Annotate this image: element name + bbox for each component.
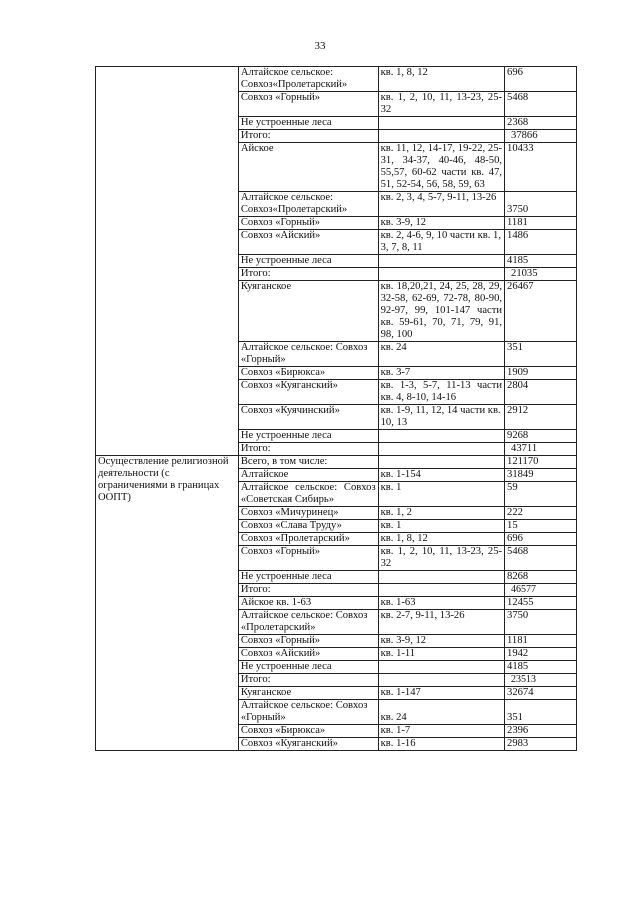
area-cell: 32674 (505, 687, 577, 700)
area-cell: 31849 (505, 469, 577, 482)
blocks-cell: кв. 2, 4-6, 9, 10 части кв. 1, 3, 7, 8, 11 (378, 230, 504, 255)
forestry-name: Совхоз «Айский» (238, 648, 378, 661)
blocks-cell: кв. 2, 3, 4, 5-7, 9-11, 13-26 (378, 192, 504, 217)
forestry-name: Алтайское сельское: Совхоз«Пролетарский» (238, 67, 378, 92)
forestry-name: Куяганское (238, 687, 378, 700)
blocks-cell: кв. 3-9, 12 (378, 217, 504, 230)
blocks-cell: кв. 1-154 (378, 469, 504, 482)
area-cell: 5468 (505, 546, 577, 571)
total-label: Итого: (238, 674, 378, 687)
area-cell: 26467 (505, 281, 577, 342)
grand-total-value: 121170 (505, 456, 577, 469)
forestry-name: Совхоз «Куяганский» (238, 738, 378, 751)
total-value: 46577 (505, 584, 577, 597)
blocks-cell: кв. 1-7 (378, 725, 504, 738)
forestry-name: Совхоз «Слава Труду» (238, 520, 378, 533)
forestry-name: Алтайское сельское: Совхоз «Горный» (238, 700, 378, 725)
area-cell: 696 (505, 533, 577, 546)
blocks-cell: кв. 1-16 (378, 738, 504, 751)
area-cell: 1942 (505, 648, 577, 661)
blocks-cell: кв. 24 (378, 342, 504, 367)
blocks-cell (378, 117, 504, 130)
area-cell: 1909 (505, 367, 577, 380)
blocks-cell (378, 661, 504, 674)
blocks-cell: кв. 1, 8, 12 (378, 533, 504, 546)
area-cell: 8268 (505, 571, 577, 584)
blocks-cell (378, 430, 504, 443)
blocks-cell (378, 255, 504, 268)
forestry-name: Совхоз «Айский» (238, 230, 378, 255)
forestry-name: Айское (238, 143, 378, 192)
forestry-name: Алтайское сельское: Совхоз «Советская Сибирь» (238, 482, 378, 507)
forestry-name: Айское кв. 1-63 (238, 597, 378, 610)
purpose-cell: Осуществление религиозной деятельности (с ограничениями в границах ООПТ) (96, 456, 239, 751)
blocks-cell: кв. 1-3, 5-7, 11-13 части кв. 4, 8-10, 14-16 (378, 380, 504, 405)
blocks-cell (378, 268, 504, 281)
area-cell: 351 (505, 700, 577, 725)
blocks-cell: кв. 24 (378, 700, 504, 725)
forestry-name: Совхоз «Горный» (238, 217, 378, 230)
area-cell: 2804 (505, 380, 577, 405)
area-cell: 9268 (505, 430, 577, 443)
area-cell: 59 (505, 482, 577, 507)
forestry-name: Алтайское (238, 469, 378, 482)
forestry-name: Не устроенные леса (238, 661, 378, 674)
purpose-cell-empty (96, 67, 239, 456)
area-cell: 2983 (505, 738, 577, 751)
forestry-name: Совхоз «Куячинский» (238, 405, 378, 430)
forestry-name: Алтайское сельское: Совхоз «Пролетарский» (238, 610, 378, 635)
page-number: 33 (314, 40, 326, 52)
grand-total-label: Всего, в том числе: (238, 456, 378, 469)
total-value: 21035 (505, 268, 577, 281)
forestry-name: Не устроенные леса (238, 430, 378, 443)
forestry-name: Не устроенные леса (238, 117, 378, 130)
total-label: Итого: (238, 584, 378, 597)
forestry-name: Совхоз «Горный» (238, 546, 378, 571)
area-cell: 1486 (505, 230, 577, 255)
area-cell: 696 (505, 67, 577, 92)
blocks-cell: кв. 3-9, 12 (378, 635, 504, 648)
blocks-cell: кв. 1-11 (378, 648, 504, 661)
forestry-name: Совхоз «Горный» (238, 635, 378, 648)
blocks-cell: кв. 1 (378, 482, 504, 507)
area-cell: 2396 (505, 725, 577, 738)
forestry-name: Куяганское (238, 281, 378, 342)
blocks-cell (378, 130, 504, 143)
total-value: 37866 (505, 130, 577, 143)
blocks-cell: кв. 18,20,21, 24, 25, 28, 29, 32-58, 62-69, 72-78, 80-90, 92-97, 99, 101-147 части кв. 59-61, 70, 71, 79, 91, 98, 100 (378, 281, 504, 342)
forestry-name: Алтайское сельское: Совхоз«Пролетарский» (238, 192, 378, 217)
area-cell: 2368 (505, 117, 577, 130)
forestry-name: Совхоз «Горный» (238, 92, 378, 117)
area-cell: 5468 (505, 92, 577, 117)
forestry-name: Не устроенные леса (238, 255, 378, 268)
blocks-cell: кв. 1-63 (378, 597, 504, 610)
blocks-cell: кв. 11, 12, 14-17, 19-22, 25-31, 34-37, 40-46, 48-50, 55,57, 60-62 части кв. 47, 51, 52-54, 56, 58, 59, 63 (378, 143, 504, 192)
forest-table (95, 66, 577, 751)
area-cell: 12455 (505, 597, 577, 610)
blocks-cell: кв. 1 (378, 520, 504, 533)
table-row (96, 67, 577, 92)
total-label: Итого: (238, 443, 378, 456)
forestry-name: Алтайское сельское: Совхоз «Горный» (238, 342, 378, 367)
area-cell: 10433 (505, 143, 577, 192)
blocks-cell: кв. 3-7 (378, 367, 504, 380)
blocks-cell: кв. 1, 2, 10, 11, 13-23, 25-32 (378, 92, 504, 117)
area-cell: 4185 (505, 661, 577, 674)
area-cell: 1181 (505, 635, 577, 648)
blocks-cell: кв. 1, 2, 10, 11, 13-23, 25-32 (378, 546, 504, 571)
forestry-name: Совхоз «Пролетарский» (238, 533, 378, 546)
area-cell: 351 (505, 342, 577, 367)
blocks-cell: кв. 1-147 (378, 687, 504, 700)
blocks-cell: кв. 1-9, 11, 12, 14 части кв. 10, 13 (378, 405, 504, 430)
blocks-cell (378, 443, 504, 456)
total-value: 23513 (505, 674, 577, 687)
area-cell: 2912 (505, 405, 577, 430)
total-label: Итого: (238, 130, 378, 143)
blocks-cell (378, 456, 504, 469)
blocks-cell: кв. 1, 8, 12 (378, 67, 504, 92)
blocks-cell: кв. 2-7, 9-11, 13-26 (378, 610, 504, 635)
blocks-cell (378, 571, 504, 584)
area-cell: 3750 (505, 610, 577, 635)
area-cell: 4185 (505, 255, 577, 268)
total-value: 43711 (505, 443, 577, 456)
total-label: Итого: (238, 268, 378, 281)
blocks-cell (378, 584, 504, 597)
table-row (96, 456, 577, 469)
forestry-name: Не устроенные леса (238, 571, 378, 584)
forestry-name: Совхоз «Бирюкса» (238, 367, 378, 380)
area-cell: 3750 (505, 192, 577, 217)
forestry-name: Совхоз «Мичуринец» (238, 507, 378, 520)
area-cell: 222 (505, 507, 577, 520)
blocks-cell (378, 674, 504, 687)
area-cell: 1181 (505, 217, 577, 230)
blocks-cell: кв. 1, 2 (378, 507, 504, 520)
area-cell: 15 (505, 520, 577, 533)
forestry-name: Совхоз «Бирюкса» (238, 725, 378, 738)
forestry-name: Совхоз «Куяганский» (238, 380, 378, 405)
